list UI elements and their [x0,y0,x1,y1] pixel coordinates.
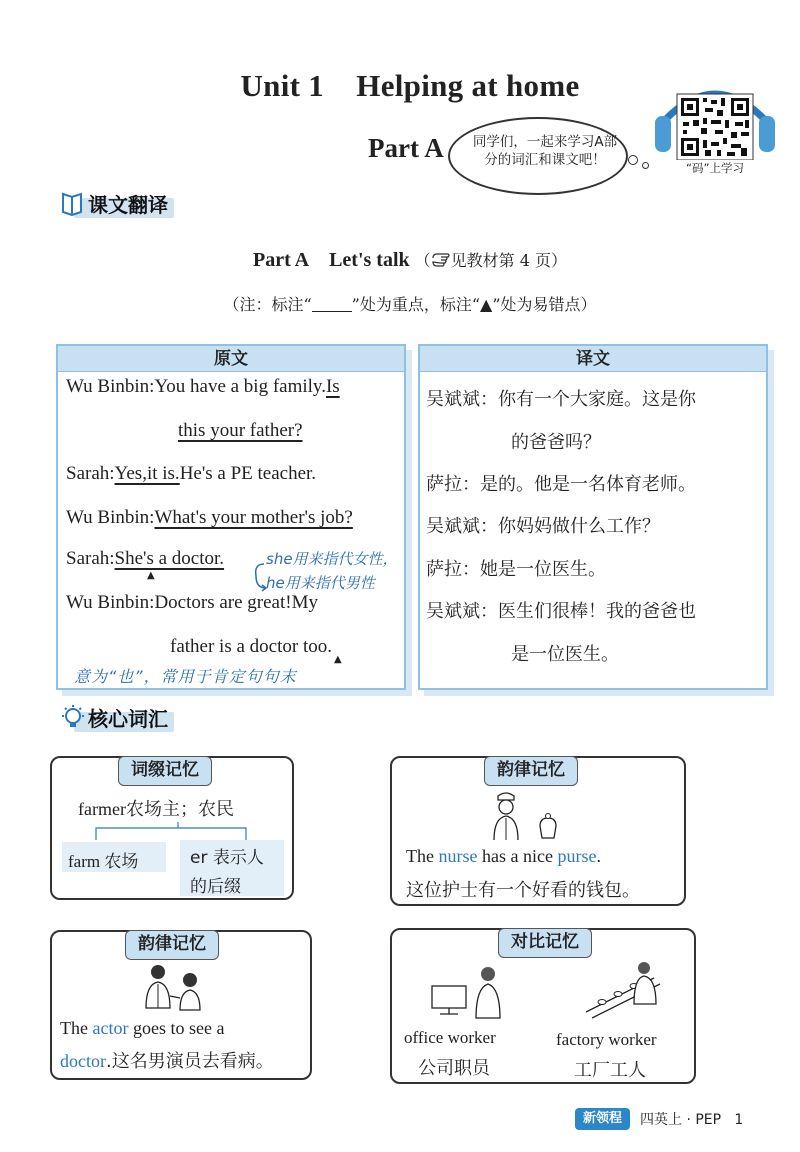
qr-caption: “码”上学习 [672,160,758,176]
note-she: she用来指代女性， [266,550,398,568]
note-he: he用来指代男性 [266,574,375,592]
vocab-right-zh: 工厂工人 [574,1060,646,1081]
vocab-translation: 这位护士有一个好看的钱包。 [406,880,640,901]
dialogue-line: Wu Binbin:Doctors are great!My [66,592,318,613]
vocab-left-zh: 公司职员 [418,1058,490,1079]
translation-line: 吴斌斌：医生们很棒！我的爸爸也 [426,601,696,622]
bubble-text: 同学们，一起来学习A部分的词汇和课文吧！ [472,134,618,168]
vocab-root: farm 农场 [68,852,139,871]
vocab-word: farmer农场主；农民 [78,799,234,820]
talk-part: Part A [252,249,310,271]
bubble-dot [642,162,649,169]
pointing-hand-icon [431,249,451,269]
translation-line: 的爸爸吗？ [511,432,601,453]
talk-heading [0,248,800,272]
footer-badge: 新领程 [575,1108,630,1130]
panel-translation-head: 译文 [420,346,766,372]
vocab-sentence: The actor goes to see a [60,1018,225,1038]
section-header-vocab [60,702,210,732]
translation-line: 吴斌斌：你妈妈做什么工作？ [426,516,660,537]
vocab-sentence: The nurse has a nice purse. [406,846,601,866]
talk-ref: 见教材第 4 页） [450,251,568,270]
note-bracket [250,562,268,592]
vocab-tag: 对比记忆 [498,928,592,958]
vocab-sentence: doctor.这名男演员去看病。 [60,1051,274,1072]
dialogue-line: father is a doctor too. [170,636,332,657]
nurse-purse-illustration [490,790,580,848]
section-title: 核心词汇 [88,706,168,731]
note-prefix: （注：标注“ [223,295,312,314]
section-title: 课文翻译 [88,192,168,217]
doctor-patient-illustration [140,962,220,1012]
note-middle: ”处为重点，标注“▲”处为易错点） [351,295,597,314]
unit-title: Unit 1 Helping at home [240,68,580,103]
dialogue-line: Wu Binbin:What's your mother's job? [66,507,353,528]
translation-line: 吴斌斌：你有一个大家庭。这是你 [426,389,696,410]
vocab-suffix: 的后缀 [190,877,241,897]
dialogue-line: Wu Binbin:You have a big family.Is [66,376,340,397]
vocab-tag: 韵律记忆 [125,930,219,960]
footer-text: 四英上 · PEP 1 [640,1112,744,1128]
translation-line: 是一位医生。 [511,644,619,665]
translation-line: 萨拉：是的。他是一名体育老师。 [426,474,696,495]
dialogue-line: this your father? [178,420,303,441]
vocab-left-en: office worker [404,1028,496,1047]
vocab-tag: 词缀记忆 [118,756,212,786]
section-header-translation [60,188,210,218]
split-bracket [66,822,276,842]
vocab-suffix: er 表示人 [190,848,264,868]
panel-original-head: 原文 [58,346,404,372]
office-worker-illustration [430,962,514,1022]
translation-line: 萨拉：她是一位医生。 [426,559,606,580]
annotation-note [0,292,800,315]
factory-worker-illustration [584,960,674,1020]
talk-ref-open: （ [414,251,431,270]
error-triangle-icon: ▲ [147,570,155,581]
note-too: 意为“也”，常用于肯定句句末 [74,667,297,686]
dialogue-line: Sarah:Yes,it is.He's a PE teacher. [66,463,317,484]
talk-title: Let's talk [329,249,410,271]
part-title: Part A [368,133,444,163]
dialogue-line: Sarah:She's a doctor. [66,548,225,569]
vocab-tag: 韵律记忆 [484,756,578,786]
underline-sample [312,298,352,312]
vocab-right-en: factory worker [556,1030,657,1049]
bubble-dot [628,155,638,165]
error-triangle-icon: ▲ [334,654,342,665]
